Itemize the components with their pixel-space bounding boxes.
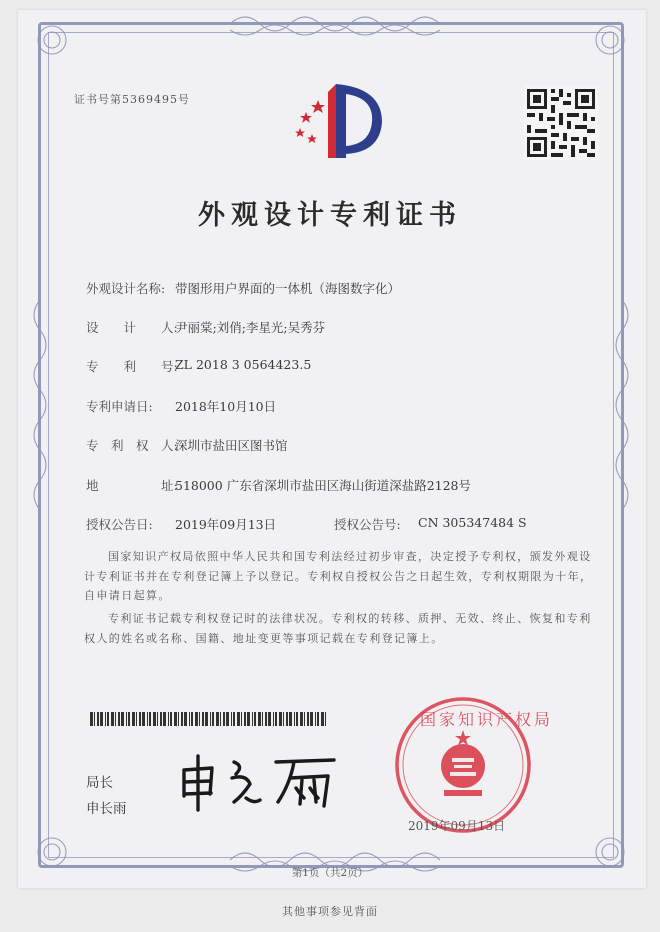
- handwritten-signature: [176, 748, 346, 818]
- field-label-design-name: 外观设计名称:: [86, 281, 166, 296]
- field-label-address: 地 址:: [86, 478, 178, 493]
- field-value-design-name: 带图形用户界面的一体机（海图数字化）: [175, 281, 401, 296]
- barcode-icon: [90, 712, 330, 726]
- signer-role: 局长: [86, 775, 113, 791]
- field-label-patent-number: 专 利 号:: [86, 359, 178, 374]
- signer-name: 申长雨: [86, 801, 127, 817]
- grant-paragraph: 国家知识产权局依照中华人民共和国专利法经过初步审查，决定授予专利权，颁发外观设计专利证书并在专利登记簿上予以登记。专利权自授权公告之日起生效，专利权期限为十年，自申请日起算。: [84, 550, 593, 602]
- field-value-patentee: 深圳市盐田区图书馆: [175, 438, 288, 453]
- certificate-number: 证书号第5369495号: [74, 93, 190, 106]
- seal-text: 国家知识产权局: [420, 710, 554, 729]
- field-value-address: 518000 广东省深圳市盐田区海山街道深盐路2128号: [175, 478, 472, 493]
- page-indicator: 第1页（共2页）: [291, 867, 369, 879]
- certificate-title: 外观设计专利证书: [198, 200, 462, 231]
- announcement-date-label: 授权公告日:: [86, 517, 153, 532]
- announcement-number-value: CN 305347484 S: [418, 515, 527, 530]
- field-value-patent-number: ZL 2018 3 0564423.5: [175, 357, 312, 372]
- announcement-number-label: 授权公告号:: [334, 517, 401, 532]
- field-label-patentee: 专 利 权 人:: [86, 438, 178, 453]
- qr-code-icon: [524, 86, 598, 160]
- legal-status-paragraph: 专利证书记载专利权登记时的法律状况。专利权的转移、质押、无效、终止、恢复和专利权人的姓名或名称、国籍、地址变更等事项记载在专利登记簿上。: [84, 612, 592, 645]
- field-value-designer: 尹丽棠;刘俏;李星光;吴秀芬: [175, 320, 326, 335]
- field-value-application-date: 2018年10月10日: [175, 399, 277, 414]
- announcement-date-value: 2019年09月13日: [175, 517, 277, 532]
- back-side-note: 其他事项参见背面: [282, 905, 378, 918]
- field-label-application-date: 专利申请日:: [86, 399, 153, 414]
- cnipa-logo-icon: [288, 80, 388, 162]
- seal-date: 2019年09月13日: [408, 819, 506, 833]
- field-label-designer: 设 计 人:: [86, 320, 178, 335]
